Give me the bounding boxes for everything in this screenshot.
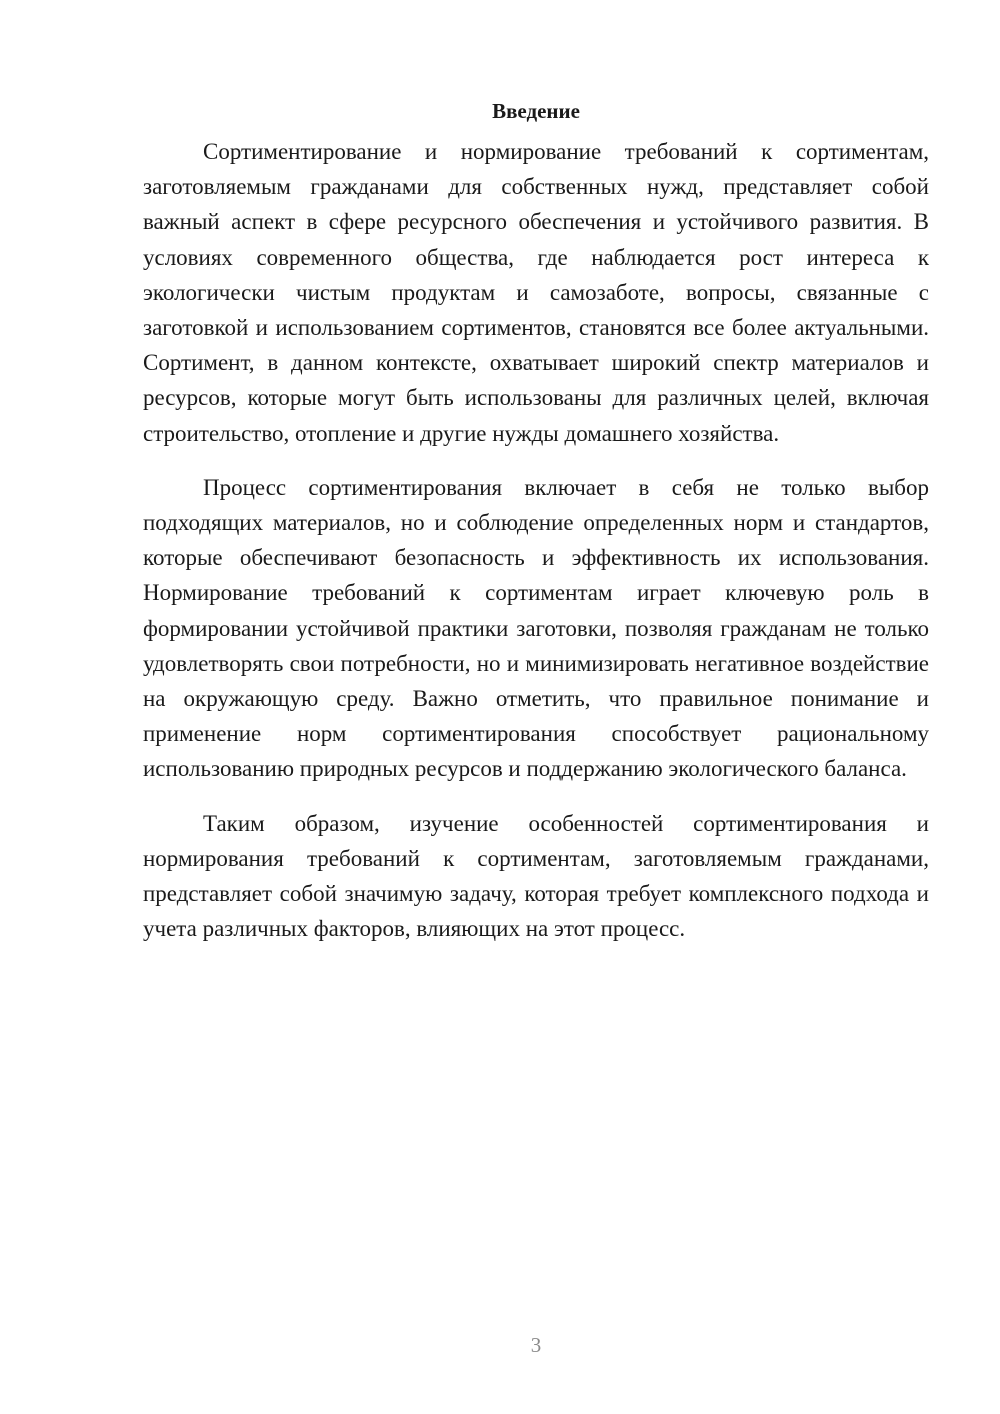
section-title: Введение xyxy=(492,99,580,123)
paragraph-1: Сортиментирование и нормирование требований к сортиментам, заготовляемым гражданами для собственных нужд, представляет собой важный аспект в сфере ресурсного обеспечения и устойчивого развития. В условиях современного общества, где наблюдается рост интереса к экологически чистым продуктам и самозаботе, вопросы, связанные с заготовкой и использованием сортиментов, становятся все более актуальными. Сортимент, в данном контексте, охватывает широкий спектр материалов и ресурсов, которые могут быть использованы для различных целей, включая строительство, отопление и другие нужды домашнего хозяйства. xyxy=(143,139,929,446)
page-content xyxy=(143,96,929,946)
paragraph-2: Процесс сортиментирования включает в себя не только выбор подходящих материалов, но и соблюдение определенных норм и стандартов, которые обеспечивают безопасность и эффективность их использования. Нормирование требований к сортиментам играет ключевую роль в формировании устойчивой практики заготовки, позволяя гражданам не только удовлетворять свои потребности, но и минимизировать негативное воздействие на окружающую среду. Важно отметить, что правильное понимание и применение норм сортиментирования способствует рациональному использованию природных ресурсов и поддержанию экологического баланса. xyxy=(143,474,929,782)
page-number: 3 xyxy=(530,1333,542,1357)
paragraph-3: Таким образом, изучение особенностей сортиментирования и нормирования требований к сортиментам, заготовляемым гражданами, представляет собой значимую задачу, которая требует комплексного подхода и учета различных факторов, влияющих на этот процесс. xyxy=(143,810,929,942)
